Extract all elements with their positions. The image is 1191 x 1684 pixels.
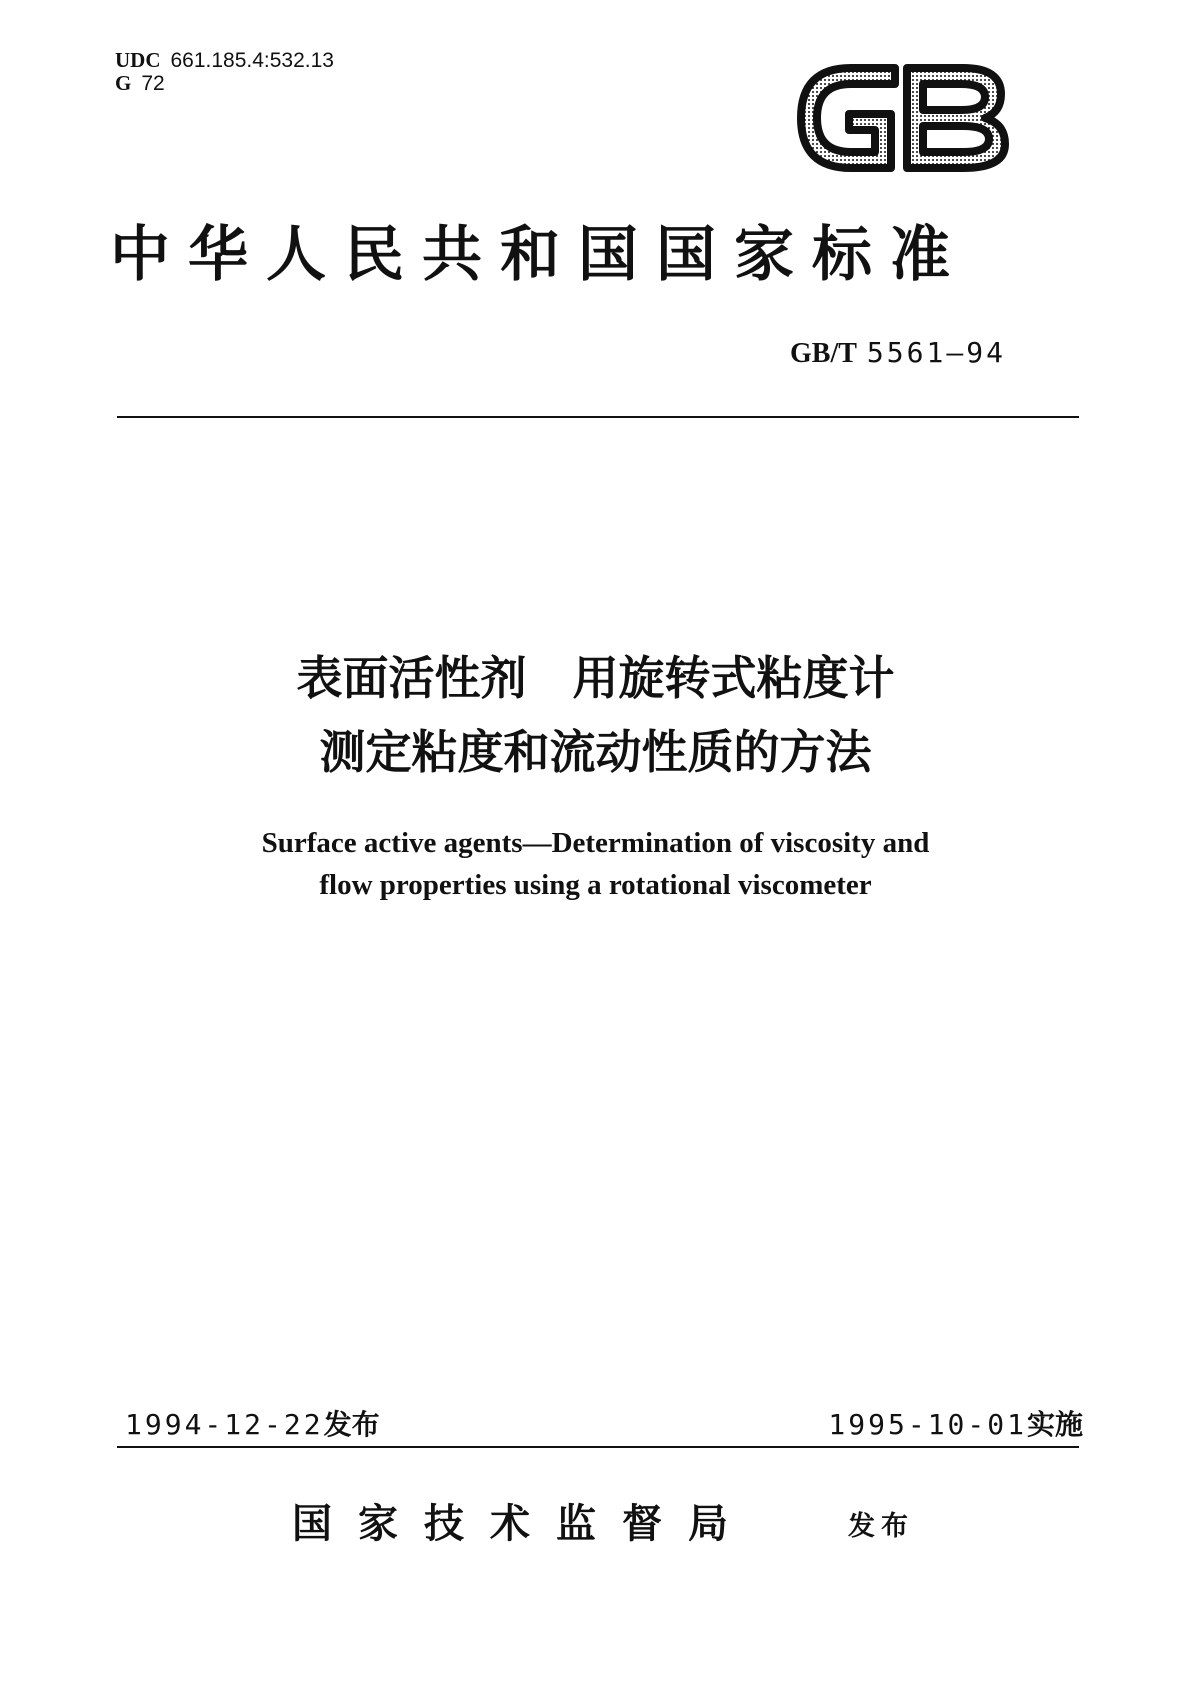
effective-date-value: 1995-10-01 [828,1408,1027,1441]
gb-logo [795,62,1010,174]
issue-date-suffix: 发布 [323,1408,380,1441]
top-divider [117,416,1079,418]
g-code: 72 [141,72,165,95]
gb-logo-letter-b [907,68,1005,168]
standard-number [790,336,1006,370]
effective-date [828,1408,1083,1442]
standard-number-value: 5561—94 [866,336,1006,369]
chinese-title-line-2: 测定粘度和流动性质的方法 [319,725,872,779]
udc-label: UDC [115,48,161,72]
udc-code: 661.185.4:532.13 [170,49,334,72]
bottom-divider [117,1446,1079,1448]
chinese-title-line-1: 表面活性剂 用旋转式粘度计 [296,651,895,705]
g-label: G [115,71,132,95]
udc-classification [115,48,334,73]
standard-number-prefix: GB/T [790,338,857,369]
g-classification [115,71,165,96]
english-title-line-1: Surface active agents—Determination of viscosity and [261,827,930,859]
national-standard-heading: 中华人民共和国国家标准 [110,220,968,290]
english-title-line-2: flow properties using a rotational viscometer [319,869,872,901]
publisher-name: 国家技术监督局 [292,1500,754,1547]
publish-label: 发布 [848,1511,914,1542]
effective-date-suffix: 实施 [1026,1408,1083,1441]
issue-date-value: 1994-12-22 [125,1408,324,1441]
issue-date [125,1408,380,1442]
gb-logo-letter-g [801,68,895,168]
